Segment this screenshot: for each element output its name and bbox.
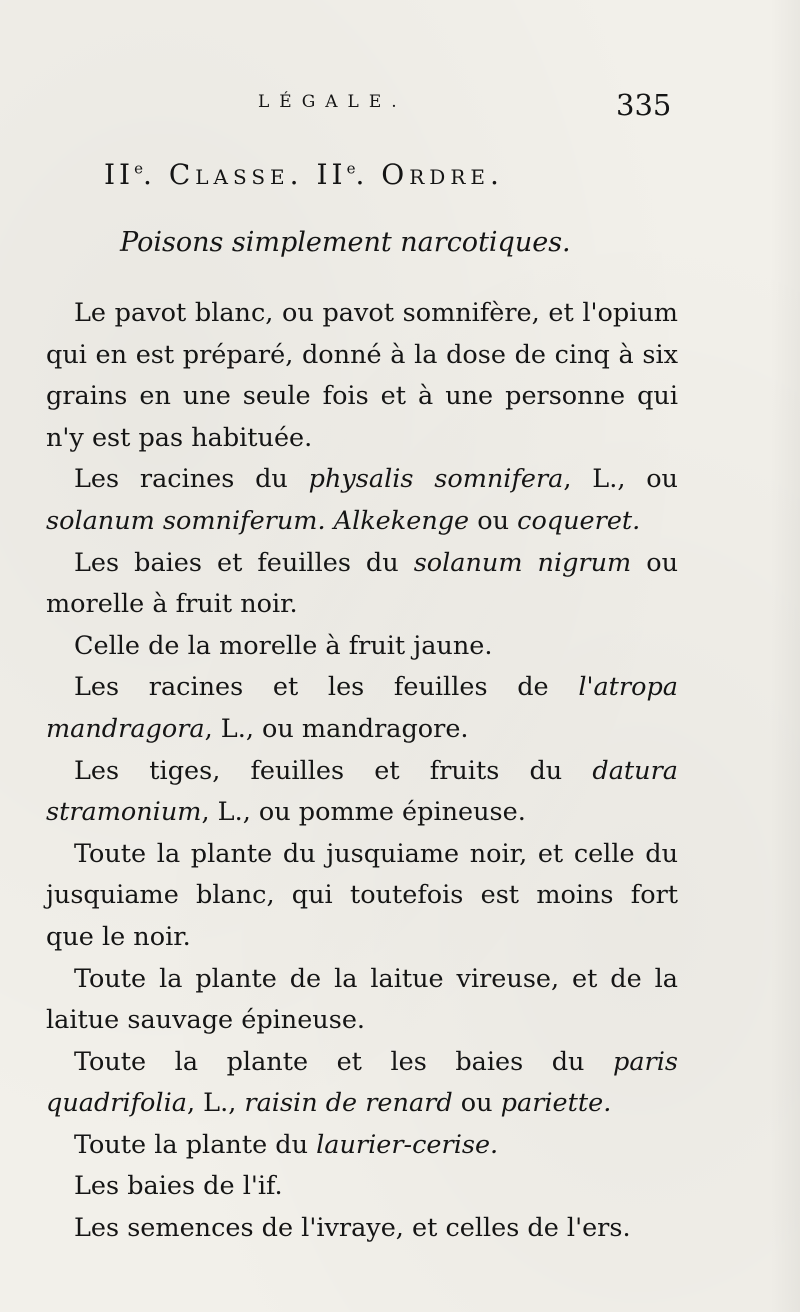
paragraph-text: ou [469,505,518,536]
paragraph [46,1166,678,1208]
paragraph [46,834,678,959]
italic-term: l'atropa mandragora [46,672,678,744]
order-numeral-sup: e [346,159,356,178]
paragraph-text: Les semences de l'ivraye, et celles de l'ers. [74,1213,631,1244]
paragraph-text: , L., [186,1088,245,1119]
paragraph [46,1208,678,1250]
italic-term: coqueret. [517,505,641,536]
class-numeral-sup: e [134,159,144,178]
paragraph-text: , L., ou mandragore. [204,713,469,744]
order-label: Ordre. [381,158,504,191]
paragraph-text: Les baies de l'if. [74,1171,283,1202]
paragraph-text: Le pavot blanc, ou pavot somnifère, et l'opium qui en est préparé, donné à la dose de cinq à six grains en une seule fois et à une personne qui n'y est pas habituée. [46,298,678,453]
paragraph-text: Les racines et les feuilles de [74,672,579,703]
class-label: Classe. [168,158,304,191]
paragraph-text: Toute la plante du [74,1129,317,1160]
page-edge-shadow [770,0,800,1312]
italic-term: datura stramonium [46,755,678,828]
italic-term: laurier-cerise. [316,1129,499,1160]
paragraph [46,1042,678,1125]
paragraph-text: Toute la plante et les baies du [74,1046,614,1077]
paragraph [46,293,678,459]
paragraph-text: , L., ou [563,464,678,495]
order-numeral: II [316,158,347,191]
body-text [46,293,678,1250]
paragraph [46,667,678,750]
section-heading: IIe. Classe. IIe. Ordre. [104,158,504,191]
paragraph [46,751,678,834]
paragraph [46,459,678,542]
section-subtitle: Poisons simplement narcotiques. [120,227,571,258]
paragraph-text: Celle de la morelle à fruit jaune. [74,630,493,661]
class-numeral: II [104,158,135,191]
italic-term: pariette. [500,1088,612,1119]
italic-term: raisin de renard [244,1088,453,1119]
italic-term: solanum nigrum [413,547,632,578]
paragraph-text: Les racines du [74,464,309,495]
paragraph [46,626,678,668]
page-number: 335 [616,88,672,122]
paragraph-text: Toute la plante du jusquiame noir, et celle du jusquiame blanc, qui toutefois est moins fort que le noir. [46,838,678,952]
italic-term: paris quadrifolia [46,1046,678,1119]
paragraph-text: Toute la plante de la laitue vireuse, et de la laitue sauvage épineuse. [46,963,678,1036]
paragraph-text: Les baies et feuilles du [74,547,414,578]
italic-term: physalis somnifera [308,464,564,495]
paragraph [46,543,678,626]
paragraph-text: ou [452,1088,501,1119]
italic-term: solanum somniferum. Alkekenge [46,505,470,536]
paragraph-text: ou morelle à fruit noir. [46,547,678,620]
running-title: LÉGALE. [258,92,407,112]
paragraph-text: Les tiges, feuilles et fruits du [74,755,593,786]
paragraph [46,1125,678,1167]
running-head [0,88,800,128]
paragraph [46,959,678,1042]
paragraph-text: , L., ou pomme épineuse. [201,797,526,828]
